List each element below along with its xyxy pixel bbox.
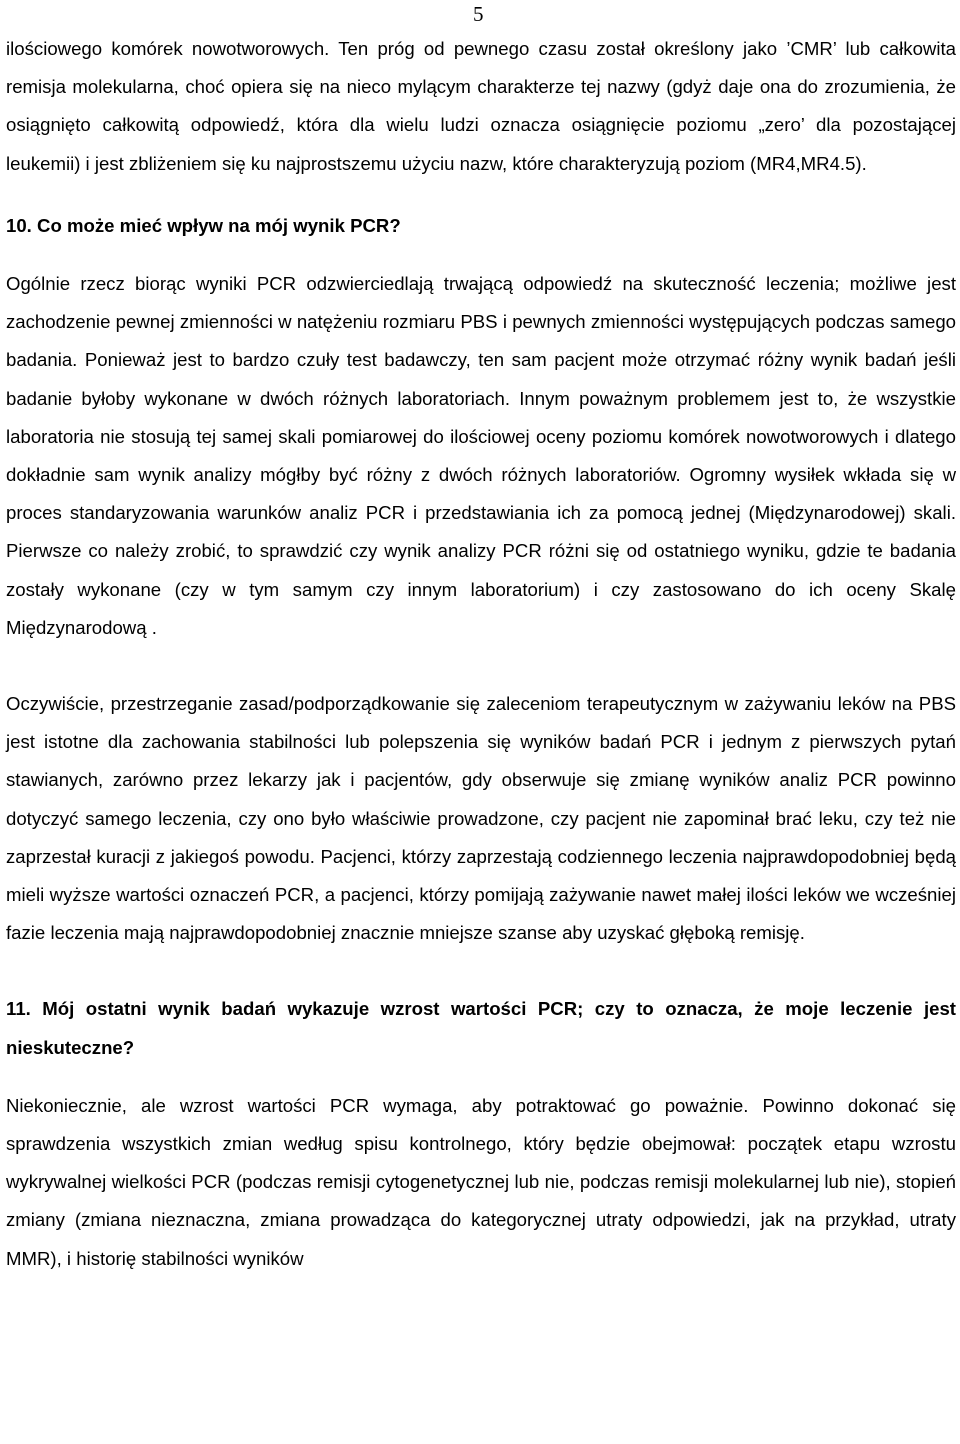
paragraph-pcr-increase: Niekoniecznie, ale wzrost wartości PCR wymaga, aby potraktować go poważnie. Powinno dokonać się sprawdzenia wszystkich zmian według spisu kontrolnego, który będzie obejmował: początek etapu wzrostu wykrywalnej wielkości PCR (podczas remisji cytogenetycznej lub nie, podczas remisji molekularnej lub nie), stopień zmiany (zmiana nieznaczna, zmiana prowadząca do kategorycznej utraty odpowiedzi, jak na przykład, utraty MMR), i historię stabilności wyników [6,1094,956,1269]
paragraph-pcr-influence: Ogólnie rzecz biorąc wyniki PCR odzwierciedlają trwającą odpowiedź na skuteczność leczenia; możliwe jest zachodzenie pewnej zmienności w natężeniu rozmiaru PBS i pewnych zmienności występujących podczas samego badania. Ponieważ jest to bardzo czuły test badawczy, ten sam pacjent może otrzymać różny wynik badań jeśli badanie byłoby wykonane w dwóch różnych laboratoriach. Innym poważnym problemem jest to, że wszystkie laboratoria nie stosują tej samej skali pomiarowej do ilościowej oceny poziomu komórek nowotworowych i dlatego dokładnie sam wynik analizy mógłby być różny z dwóch różnych laboratoriów. Ogromny wysiłek wkłada się w proces standaryzowania warunków analiz PCR i przedstawiania ich za pomocą jednej (Międzynarodowej) skali. Pierwsze co należy zrobić, to sprawdzić czy wynik analizy PCR różni się od ostatniego wyniku, gdzie te badania zostały wykonane (czy w tym samym czy innym laboratorium) i czy zastosowano do ich oceny Skalę Międzynarodową . [6,273,956,638]
section-heading-10: 10. Co może mieć wpływ na mój wynik PCR? [6,214,401,236]
document-body [6,30,956,1278]
section-heading-11: 11. Mój ostatni wynik badań wykazuje wzrost wartości PCR; czy to oznacza, że moje leczenie jest nieskuteczne? [6,998,956,1058]
page-number: 5 [473,2,484,26]
paragraph-adherence: Oczywiście, przestrzeganie zasad/podporządkowanie się zaleceniom terapeutycznym w zażywaniu leków na PBS jest istotne dla zachowania stabilności lub polepszenia się wyników badań PCR i jednym z pierwszych pytań stawianych, zarówno przez lekarzy jak i pacjentów, gdy obserwuje się zmianę wyników analiz PCR powinno dotyczyć samego leczenia, czy ono było właściwie prowadzone, czy pacjent nie zapominał brać leku, czy też nie zaprzestał kuracji z jakiegoś powodu. Pacjenci, którzy zaprzestają codziennego leczenia najprawdopodobniej będą mieli wyższe wartości oznaczeń PCR, a pacjenci, którzy pomijają zażywanie nawet małej ilości leków we wcześniej fazie leczenia mają najprawdopodobniej znacznie mniejsze szanse aby uzyskać głęboką remisję. [6,693,956,944]
paragraph-cmr-definition: ilościowego komórek nowotworowych. Ten próg od pewnego czasu został określony jako ’CMR’ lub całkowita remisja molekularna, choć opiera się na nieco mylącym charakterze tej nazwy (gdyż daje ona do zrozumienia, że osiągnięto całkowitą odpowiedź, która dla wielu ludzi oznacza osiągnięcie poziomu „zero’ dla pozostającej leukemii) i jest zbliżeniem się ku najprostszemu użyciu nazw, które charakteryzują poziom (MR4,MR4.5). [6,38,956,174]
